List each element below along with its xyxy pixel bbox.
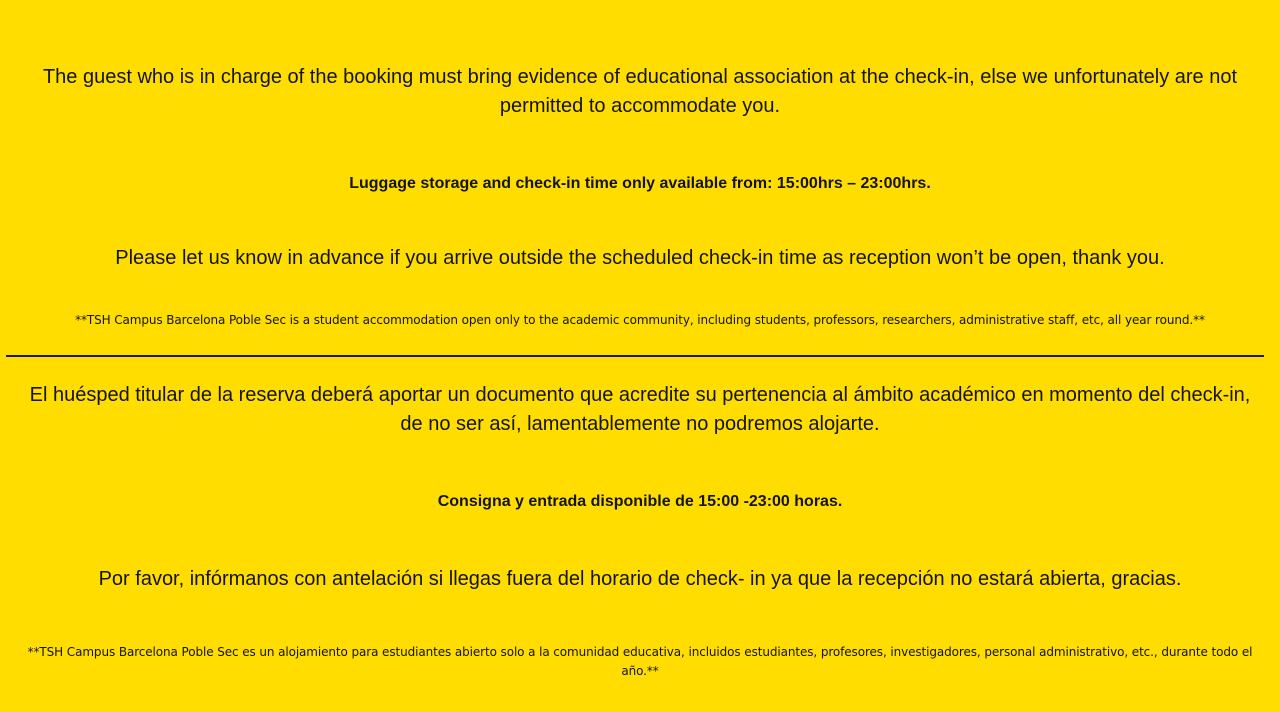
spanish-evidence-notice: El huésped titular de la reserva deberá aportar un documento que acredite su pertenencia al ámbito académico en momento del check-in, de no ser así, lamentablemente no podremos alojarte. xyxy=(29,384,1251,435)
english-luggage-checkin-hours: Luggage storage and check-in time only available from: 15:00hrs – 23:00hrs. xyxy=(349,175,931,192)
language-divider xyxy=(6,355,1264,357)
english-evidence-notice: The guest who is in charge of the booking must bring evidence of educational association at the check-in, else we unfortunately are not permitted to accommodate you. xyxy=(42,66,1238,117)
spanish-advance-notice: Por favor, infórmanos con antelación si llegas fuera del horario de check- in ya que la recepción no estará abierta, gracias. xyxy=(98,568,1182,590)
spanish-luggage-checkin-hours: Consigna y entrada disponible de 15:00 -23:00 horas. xyxy=(437,493,843,510)
english-advance-notice: Please let us know in advance if you arrive outside the scheduled check-in time as reception won’t be open, thank you. xyxy=(115,247,1165,269)
spanish-student-footnote: **TSH Campus Barcelona Poble Sec es un alojamiento para estudiantes abierto solo a la comunidad educativa, incluidos estudiantes, profesores, investigadores, personal administrativo, etc., durante todo el año.** xyxy=(27,645,1253,678)
english-student-footnote: **TSH Campus Barcelona Poble Sec is a student accommodation open only to the academic community, including students, professors, researchers, administrative staff, etc, all year round.** xyxy=(75,313,1205,327)
